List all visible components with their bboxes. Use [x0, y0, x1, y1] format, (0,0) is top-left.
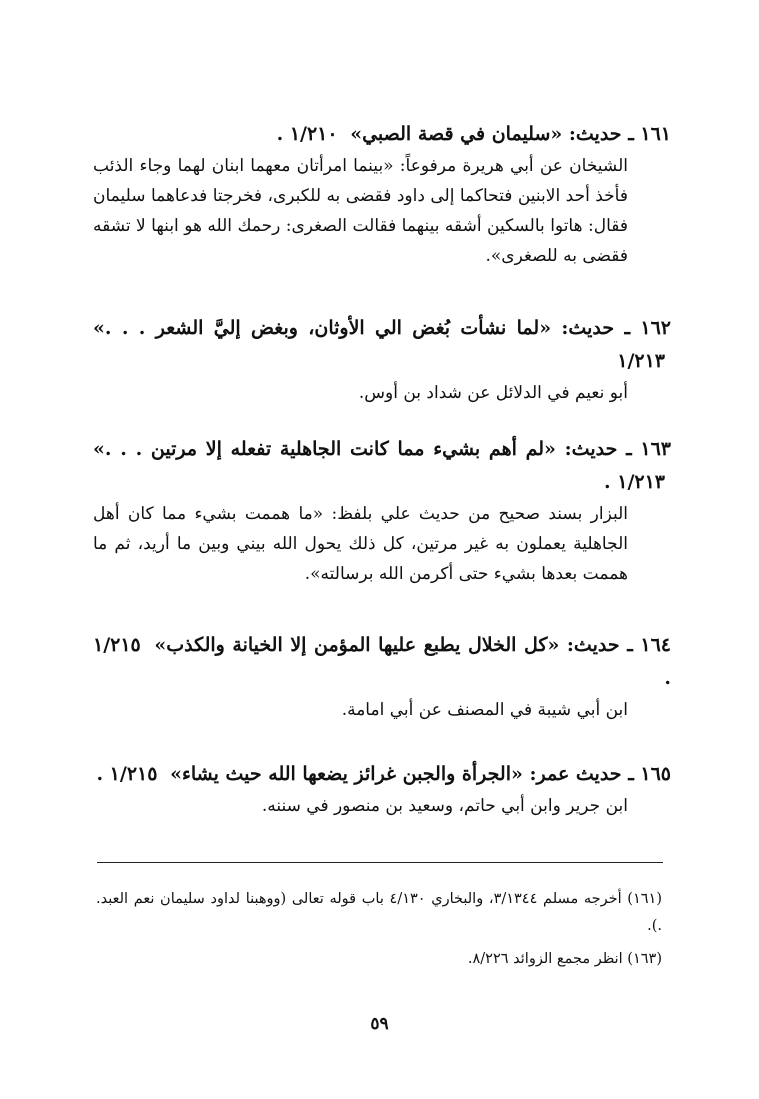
entry-heading — [93, 758, 671, 791]
entry-number: ١٦٢ ـ — [624, 317, 672, 339]
entry-body: البزار بسند صحيح من حديث علي بلفظ: «ما هممت بشيء مما كان أهل الجاهلية يعملون به غير مرتين، كل ذلك يحول الله بيني وبين ما أريد، ثم ما هممت بعدها بشيء حتى أكرمن الله برسالته». — [93, 504, 628, 584]
entry-heading — [93, 433, 671, 499]
entry-reference: ١/٢١٠ . — [276, 123, 338, 145]
page-number: ٥٩ — [370, 1014, 389, 1034]
entry-title: حديث: «لما نشأت بُغض الي الأوثان، وبغض إليَّ الشعر . . .» — [93, 317, 615, 339]
footnote-divider — [97, 862, 663, 863]
footnotes — [96, 886, 662, 979]
entry-number: ١٦٤ ـ — [627, 634, 671, 656]
entry-title: حديث: «سليمان في قصة الصبي» — [350, 123, 622, 145]
footnote-163: (١٦٣) انظر مجمع الزوائد ٨/٢٢٦. — [467, 951, 662, 967]
entry-title: حديث: «كل الخلال يطبع عليها المؤمن إلا الخيانة والكذب» — [154, 634, 620, 656]
entry-reference: ١/٢١٥ . — [93, 634, 671, 689]
entry-body: أبو نعيم في الدلائل عن شداد بن أوس. — [358, 383, 628, 403]
entry-title: حديث عمر: «الجرأة والجبن غرائز يضعها الله حيث يشاء» — [170, 763, 622, 785]
hadith-entry-165 — [93, 758, 671, 821]
footnote-161: (١٦١) أخرجه مسلم ٣/١٣٤٤، والبخاري ٤/١٣٠ باب قوله تعالى (ووهبنا لداود سليمان نعم العبد. .). — [96, 891, 662, 934]
hadith-entry-164 — [93, 629, 671, 725]
entry-reference: ١/٢١٣ . — [604, 471, 665, 493]
hadith-entry-163 — [93, 433, 671, 589]
entry-number: ١٦٥ ـ — [628, 763, 671, 785]
entry-body: الشيخان عن أبي هريرة مرفوعاً: «بينما امرأتان معهما ابنان لهما وجاء الذئب فأخذ أحد الابنين فتحاكما إلى داود فقضى به للكبرى، فخرجتا فدعاهما سليمان فقال: هاتوا بالسكين أشقه بينهما فقالت الصغرى: رحمك الله هو ابنها لا تشقه فقضى به للصغرى». — [93, 156, 628, 266]
entry-body: ابن جرير وابن أبي حاتم، وسعيد بن منصور في سننه. — [261, 796, 628, 816]
entry-reference: ١/٢١٥ . — [96, 763, 158, 785]
entry-title: حديث: «لم أهم بشيء مما كانت الجاهلية تفعله إلا مرتين . . .» — [93, 438, 618, 460]
entry-heading — [93, 118, 671, 151]
entry-heading — [93, 312, 671, 378]
entry-heading — [93, 629, 671, 695]
hadith-entry-161 — [93, 118, 671, 271]
entry-number: ١٦١ ـ — [628, 123, 671, 145]
entry-body: ابن أبي شيبة في المصنف عن أبي امامة. — [341, 700, 628, 720]
entry-number: ١٦٣ ـ — [626, 438, 671, 460]
entry-reference: ١/٢١٣ — [617, 350, 665, 372]
hadith-entry-162 — [93, 312, 671, 408]
